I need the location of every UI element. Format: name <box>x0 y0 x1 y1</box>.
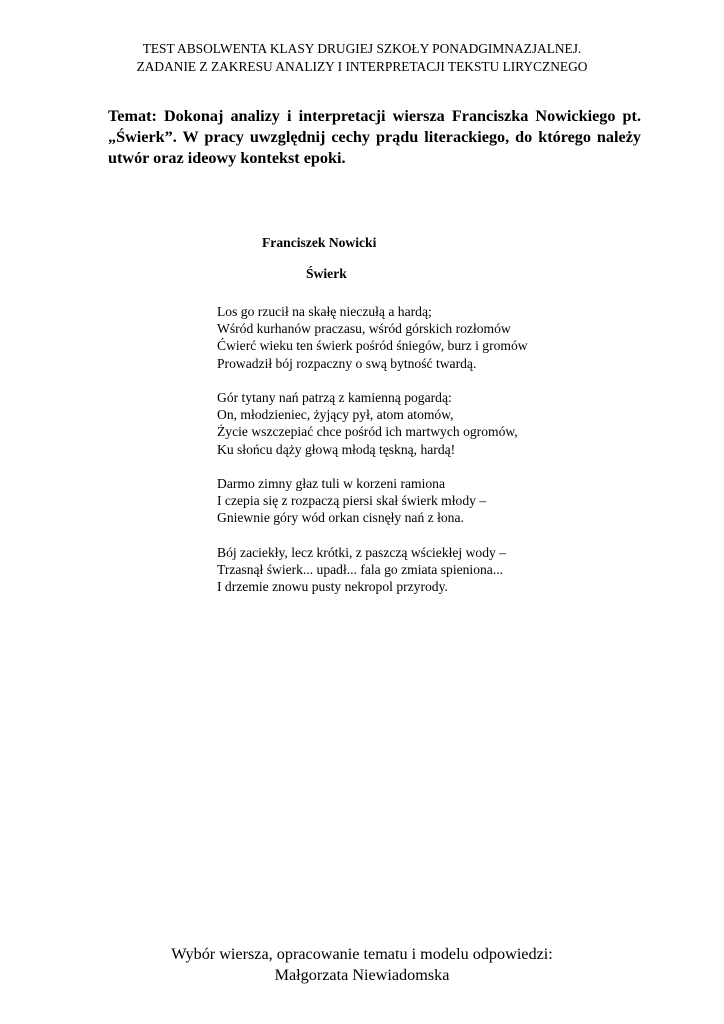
poem-line: Gór tytany nań patrzą z kamienną pogardą: <box>217 390 452 405</box>
poem-line: Ku słońcu dąży głową młodą tęskną, hardą! <box>217 441 456 457</box>
poem-title: Świerk <box>306 266 347 281</box>
header-line-1: TEST ABSOLWENTA KLASY DRUGIEJ SZKOŁY PONADGIMNAZJALNEJ. <box>142 41 582 56</box>
poem-line: Darmo zimny głaz tuli w korzeni ramiona <box>217 476 446 491</box>
poem-line: Prowadził bój rozpaczny o swą bytność twardą. <box>217 355 477 371</box>
footer-line-2: Małgorzata Niewiadomska <box>274 966 450 984</box>
poem-text <box>217 303 637 613</box>
poem-line: Wśród kurhanów praczasu, wśród górskich rozłomów <box>217 321 511 337</box>
poem-stanza-3 <box>217 475 637 527</box>
document-header <box>0 40 724 76</box>
poem-line: Życie wszczepiać chce pośród ich martwych ogromów, <box>217 424 518 440</box>
poem-line: Gniewnie góry wód orkan cisnęły nań z łona. <box>217 510 464 526</box>
poem-author: Franciszek Nowicki <box>262 235 377 250</box>
poem-line: Trzasnął świerk... upadł... fala go zmiata spieniona... <box>217 562 504 577</box>
poem-stanza-1 <box>217 303 637 372</box>
poem-stanza-2 <box>217 389 637 458</box>
poem-line: Ćwierć wieku ten świerk pośród śniegów, burz i gromów <box>217 338 528 354</box>
poem-line: On, młodzieniec, żyjący pył, atom atomów, <box>217 407 454 423</box>
poem-line: Los go rzucił na skałę nieczułą a hardą; <box>217 304 432 319</box>
document-footer <box>0 944 724 986</box>
poem-line: I czepia się z rozpaczą piersi skał świerk młody – <box>217 493 487 509</box>
footer-line-1: Wybór wiersza, opracowanie tematu i modelu odpowiedzi: <box>171 945 553 963</box>
poem-stanza-4 <box>217 544 637 596</box>
header-line-2: ZADANIE Z ZAKRESU ANALIZY I INTERPRETACJI TEKSTU LIRYCZNEGO <box>136 59 588 74</box>
poem-line: I drzemie znowu pusty nekropol przyrody. <box>217 579 448 595</box>
essay-topic: Temat: Dokonaj analizy i interpretacji wiersza Franciszka Nowickiego pt. „Świerk”. W pracy uwzględnij cechy prądu literackiego, do którego należy utwór oraz ideowy kontekst epoki. <box>108 107 641 167</box>
poem-line: Bój zaciekły, lecz krótki, z paszczą wściekłej wody – <box>217 544 506 560</box>
